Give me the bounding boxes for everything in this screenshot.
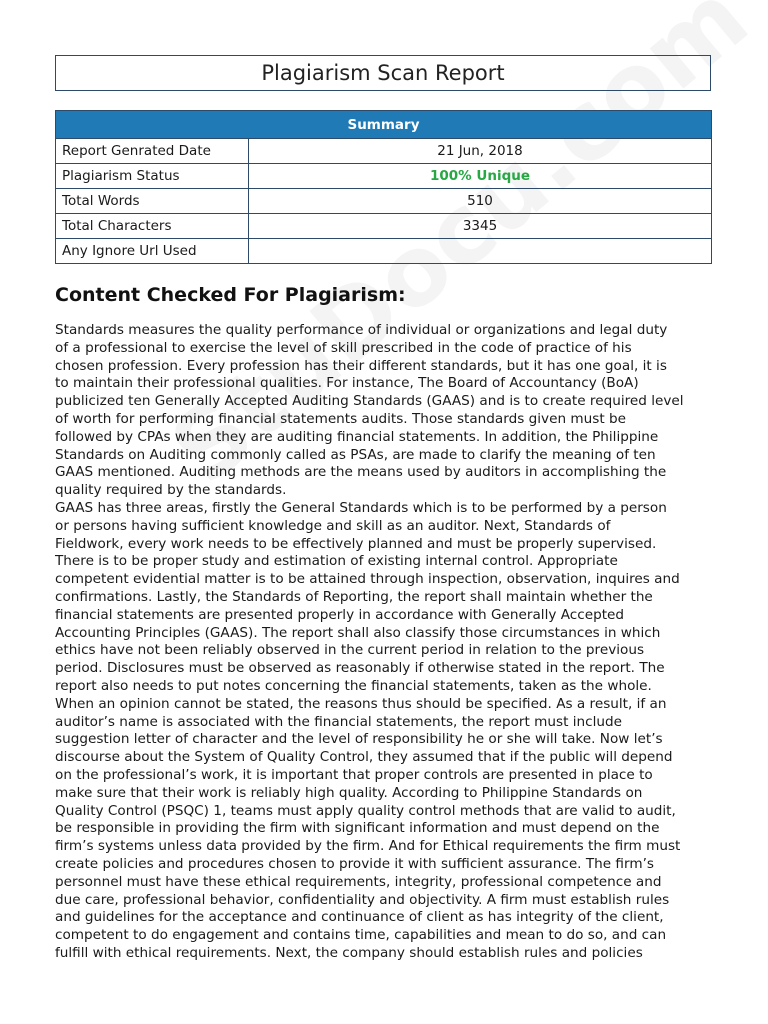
- total-characters-label: Total Characters: [56, 214, 249, 239]
- table-row: [56, 214, 712, 239]
- report-date-label: Report Genrated Date: [56, 139, 249, 164]
- summary-table: [55, 110, 712, 264]
- table-row: [56, 189, 712, 214]
- plagiarism-status-label: Plagiarism Status: [56, 164, 249, 189]
- content-heading: Content Checked For Plagiarism:: [55, 284, 406, 306]
- content-paragraph: Standards measures the quality performance of individual or organizations and legal duty of a professional to exercise the level of skill prescribed in the code of practice of his chosen profession. Every profession has their different standards, but it has one goal, it is to maintain their professional qualities. For instance, The Board of Accountancy (BoA) publicized ten Generally Accepted Auditing Standards (GAAS) and is to create required level of worth for performing financial statements audits. Those standards given must be followed by CPAs when they are auditing financial statements. In addition, the Philippine Standards on Auditing commonly called as PSAs, are made to clarify the meaning of ten GAAS mentioned. Auditing methods are the means used by auditors in accomplishing the quality required by the standards.: [55, 322, 684, 499]
- table-row: [56, 239, 712, 264]
- summary-header-row: [56, 111, 712, 139]
- table-row: [56, 164, 712, 189]
- ignore-url-value: [249, 239, 712, 264]
- plagiarism-status-value: 100% Unique: [249, 164, 712, 189]
- total-words-label: Total Words: [56, 189, 249, 214]
- total-words-value: 510: [249, 189, 712, 214]
- ignore-url-label: Any Ignore Url Used: [56, 239, 249, 264]
- total-characters-value: 3345: [249, 214, 712, 239]
- table-row: [56, 139, 712, 164]
- summary-header: Summary: [56, 111, 712, 139]
- content-paragraph: GAAS has three areas, firstly the General Standards which is to be performed by a person or persons having sufficient knowledge and skill as an auditor. Next, Standards of Fieldwork, every work needs to be effectively planned and must be properly supervised. There is to be proper study and estimation of existing internal control. Appropriate competent evidential matter is to be attained through inspection, observation, inquires and confirmations. Lastly, the Standards of Reporting, the report shall maintain whether the financial statements are presented properly in accordance with Generally Accepted Accounting Principles (GAAS). The report shall also classify those circumstances in which ethics have not been reliably observed in the current period in relation to the previous period. Disclosures must be observed as reasonably if otherwise stated in the report. The report also needs to put notes concerning the financial statements, taken as the whole. When an opinion cannot be stated, the reasons thus should be specified. As a result, if an auditor’s name is associated with the financial statements, the report must include suggestion letter of character and the level of responsibility he or she will take. Now let’s discourse about the System of Quality Control, they assumed that if the public will depend on the professional’s work, it is important that proper controls are presented in place to make sure that their work is reliably high quality. According to Philippine Standards on Quality Control (PSQC) 1, teams must apply quality control methods that are valid to audit, be responsible in providing the firm with significant information and must depend on the firm’s systems unless data provided by the firm. And for Ethical requirements the firm must create policies and procedures chosen to provide it with sufficient assurance. The firm’s personnel must have these ethical requirements, integrity, professional competence and due care, professional behavior, confidentiality and objectivity. A firm must establish rules and guidelines for the acceptance and continuance of client as has integrity of the client, competent to do engagement and contains time, capabilities and mean to do so, and can fulfill with ethical requirements. Next, the company should establish rules and policies: [55, 499, 681, 961]
- report-title: Plagiarism Scan Report: [55, 55, 711, 91]
- content-body: [55, 322, 715, 963]
- report-date-value: 21 Jun, 2018: [249, 139, 712, 164]
